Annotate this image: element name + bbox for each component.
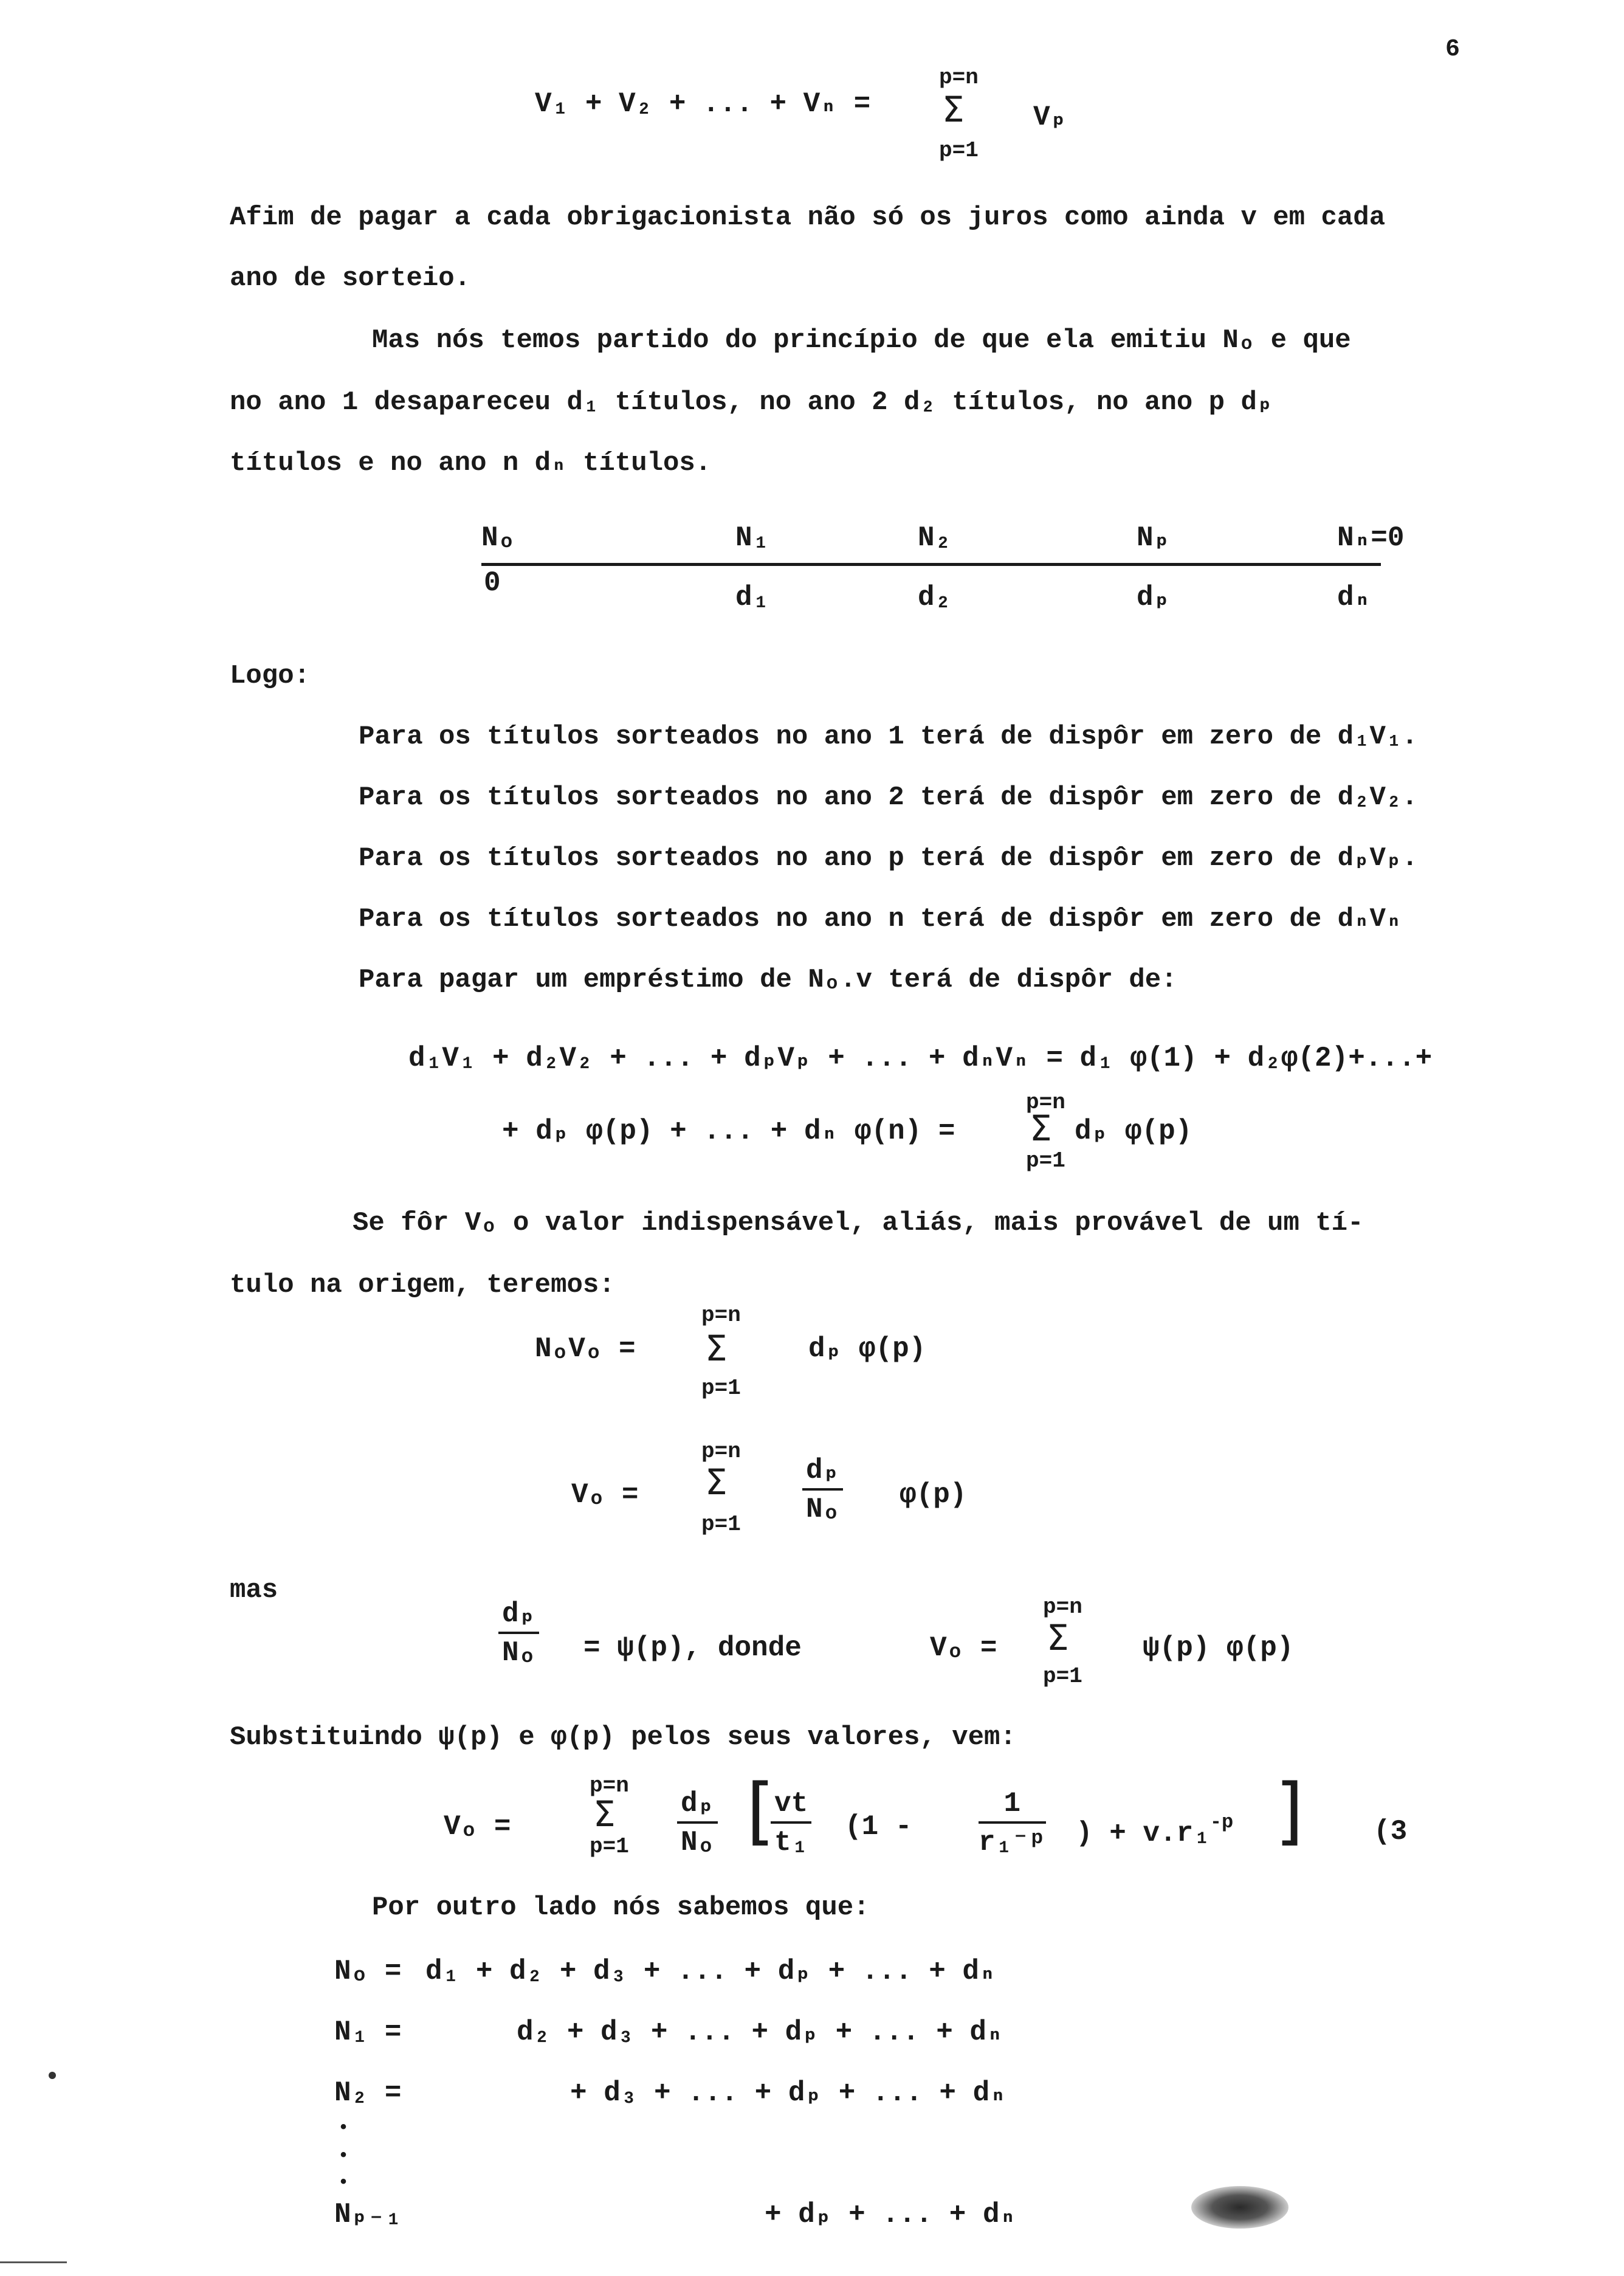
- system-row-0-lhs: Nₒ =: [334, 1956, 402, 1987]
- eq6-sum-top: p=n: [590, 1773, 629, 1798]
- timeline-bottom-label-0: d₁: [735, 582, 769, 613]
- eq6-fraction-3: [979, 1790, 1046, 1857]
- eq6-frac1-den: Nₒ: [681, 1827, 715, 1858]
- list-item-3: Para os títulos sorteados no ano p terá de dispôr em zero de dₚVₚ.: [359, 843, 1418, 874]
- system-row-3-lhs: Nₚ₋₁: [334, 2199, 402, 2230]
- eq1-sum-top: p=n: [939, 65, 979, 90]
- eq1-lhs: V₁ + V₂ + ... + Vₙ =: [535, 88, 871, 120]
- system-row-2-lhs: N₂ =: [334, 2077, 402, 2109]
- eq6-sum-symbol: Σ: [593, 1793, 616, 1835]
- eq6-number: (3: [1374, 1816, 1408, 1847]
- eq2-sum-top: p=n: [1026, 1090, 1065, 1115]
- eq5-rhs: ψ(p) φ(p): [1143, 1632, 1294, 1664]
- para1-line1: Afim de pagar a cada obrigacionista não só os juros como ainda v em cada: [230, 202, 1386, 233]
- eq5-sum-symbol: Σ: [1047, 1617, 1069, 1658]
- eq4-sum-symbol: Σ: [705, 1461, 728, 1503]
- eq2-line1: d₁V₁ + d₂V₂ + ... + dₚVₚ + ... + dₙVₙ = d₁ φ(1) + d₂φ(2)+...+: [408, 1043, 1433, 1074]
- list-item-2: Para os títulos sorteados no ano 2 terá de dispôr em zero de d₂V₂.: [359, 782, 1418, 813]
- mas-word: mas: [230, 1575, 278, 1605]
- para3-line1: Se fôr Vₒ o valor indispensável, aliás, mais provável de um tí-: [353, 1208, 1364, 1238]
- eq3-rhs: dₚ φ(p): [808, 1333, 926, 1365]
- eq4-fraction: [802, 1457, 843, 1523]
- eq6-lhs: Vₒ =: [444, 1811, 511, 1843]
- page-number: 6: [1445, 36, 1461, 63]
- eq2-line2-right: dₚ φ(p): [1075, 1116, 1192, 1147]
- eq4-sum-bottom: p=1: [701, 1512, 741, 1537]
- eq6-sum-bottom: p=1: [590, 1834, 629, 1859]
- eq5-middle: = ψ(p), donde: [583, 1632, 802, 1664]
- para3-line2: tulo na origem, teremos:: [230, 1270, 615, 1300]
- system-row-0-rhs: d₁ + d₂ + d₃ + ... + dₚ + ... + dₙ: [425, 1956, 996, 1987]
- timeline-top-label-3: Nₚ: [1137, 522, 1171, 554]
- ink-smudge: [1191, 2186, 1289, 2229]
- scan-speck: [49, 2072, 56, 2079]
- timeline-origin: 0: [484, 567, 501, 599]
- logo-word: Logo:: [230, 661, 311, 691]
- eq6-frac3-num: 1: [979, 1790, 1046, 1824]
- eq5-sum-top: p=n: [1043, 1595, 1082, 1619]
- eq6-tail: [1076, 1813, 1233, 1847]
- para2-line2: no ano 1 desapareceu d₁ títulos, no ano 2 d₂ títulos, no ano p dₚ: [230, 387, 1273, 418]
- eq6-frac1-num: dₚ: [677, 1790, 718, 1824]
- para1-line2: ano de sorteio.: [230, 263, 471, 294]
- eq1-sum-symbol: Σ: [942, 89, 965, 130]
- scan-edge-mark: [0, 2261, 67, 2263]
- system-dot-3: •: [338, 2173, 349, 2193]
- eq4-frac-num: dₚ: [802, 1457, 843, 1491]
- system-row-3-rhs: + dₚ + ... + dₙ: [765, 2199, 1017, 2230]
- eq3-sum-bottom: p=1: [701, 1376, 741, 1401]
- eq3-lhs: NₒVₒ =: [535, 1333, 636, 1365]
- para2-line1: Mas nós temos partido do princípio de que ela emitiu Nₒ e que: [372, 325, 1351, 356]
- para2-line3: títulos e no ano n dₙ títulos.: [230, 448, 712, 478]
- system-dot-1: •: [338, 2118, 349, 2139]
- eq1-sum-bottom: p=1: [939, 138, 979, 163]
- eq6-tail-sup: -p: [1209, 1811, 1234, 1833]
- system-row-1-lhs: N₁ =: [334, 2016, 402, 2048]
- eq6-bracket-close: ]: [1275, 1769, 1304, 1854]
- list-item-5: Para pagar um empréstimo de Nₒ.v terá de dispôr de:: [359, 965, 1177, 995]
- eq6-tail-text: ) + v.r₁: [1076, 1818, 1210, 1849]
- system-row-2-rhs: + d₃ + ... + dₚ + ... + dₙ: [570, 2077, 1006, 2109]
- eq5-fraction: [498, 1600, 539, 1667]
- eq6-fraction-1: [677, 1790, 718, 1857]
- eq6-frac2-num: vt: [771, 1790, 811, 1824]
- eq4-lhs: Vₒ =: [571, 1479, 639, 1511]
- eq2-sum-symbol: Σ: [1030, 1108, 1052, 1149]
- timeline-bottom-label-1: d₂: [918, 582, 952, 613]
- eq6-fraction-2: [771, 1790, 811, 1857]
- timeline-top-label-4: Nₙ=0: [1337, 522, 1405, 554]
- eq1-rhs: Vₚ: [1033, 102, 1067, 133]
- eq5-lhs2: Vₒ =: [930, 1632, 997, 1664]
- eq5-sum-bottom: p=1: [1043, 1664, 1082, 1689]
- eq6-frac2-den: t₁: [774, 1827, 808, 1858]
- para4: Substituindo ψ(p) e φ(p) pelos seus valores, vem:: [230, 1722, 1016, 1753]
- list-item-1: Para os títulos sorteados no ano 1 terá de dispôr em zero de d₁V₁.: [359, 722, 1418, 752]
- eq4-rhs: φ(p): [900, 1479, 967, 1511]
- eq5-frac-den: Nₒ: [502, 1637, 536, 1669]
- para5: Por outro lado nós sabemos que:: [372, 1892, 870, 1923]
- timeline-axis: [481, 563, 1381, 566]
- timeline-bottom-label-3: dₙ: [1337, 582, 1371, 613]
- timeline-top-label-1: N₁: [735, 522, 769, 554]
- eq6-frac3-den: r₁⁻ᵖ: [979, 1827, 1046, 1858]
- list-item-4: Para os títulos sorteados no ano n terá de dispôr em zero de dₙVₙ: [359, 904, 1402, 934]
- timeline-bottom-label-2: dₚ: [1137, 582, 1171, 613]
- eq3-sum-top: p=n: [701, 1303, 741, 1328]
- eq6-bracket-open: [: [746, 1769, 775, 1854]
- system-row-1-rhs: d₂ + d₃ + ... + dₚ + ... + dₙ: [517, 2016, 1003, 2048]
- eq4-sum-top: p=n: [701, 1439, 741, 1464]
- eq5-frac-num: dₚ: [498, 1600, 539, 1634]
- eq2-line2-left: + dₚ φ(p) + ... + dₙ φ(n) =: [502, 1116, 955, 1147]
- system-dot-2: •: [338, 2146, 349, 2167]
- timeline-top-label-0: Nₒ: [481, 522, 515, 554]
- timeline-top-label-2: N₂: [918, 522, 952, 554]
- eq6-paren-open: (1 -: [845, 1811, 912, 1843]
- eq2-sum-bottom: p=1: [1026, 1148, 1065, 1173]
- eq3-sum-symbol: Σ: [705, 1328, 728, 1369]
- eq4-frac-den: Nₒ: [806, 1494, 840, 1525]
